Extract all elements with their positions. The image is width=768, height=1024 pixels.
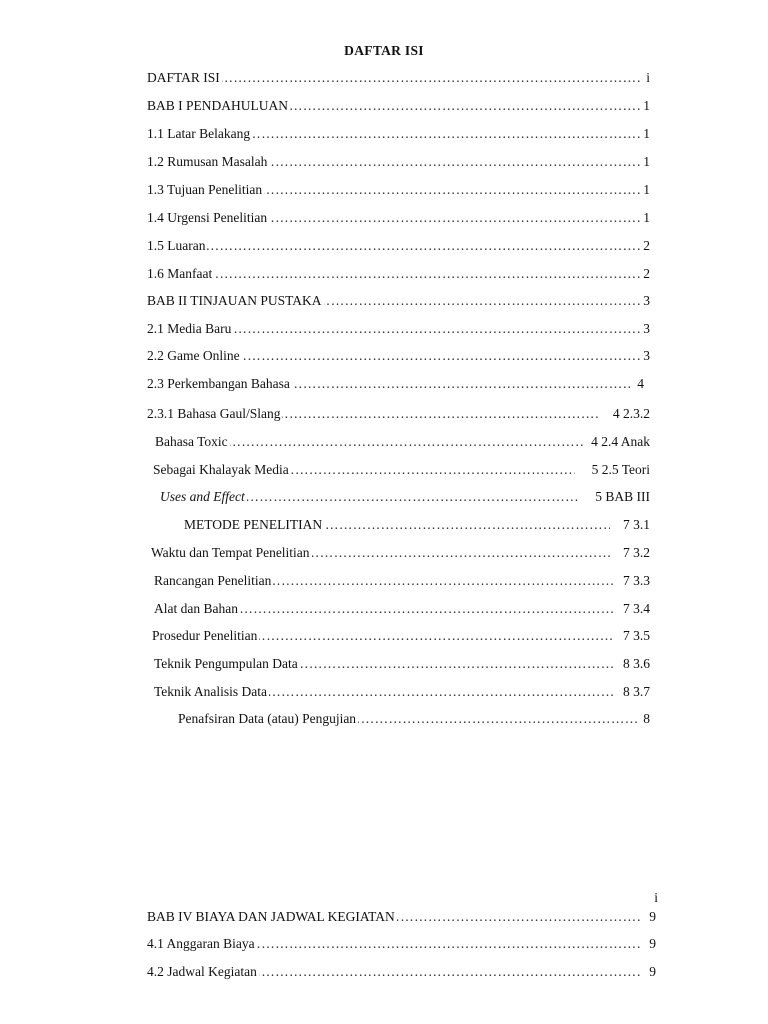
toc-entry-label: 2.3.1 Bahasa Gaul/Slang <box>147 406 281 421</box>
toc-entry <box>0 964 768 984</box>
toc-entry-label: Teknik Pengumpulan Data <box>154 656 298 671</box>
toc-entry-label: Penafsiran Data (atau) Pengujian <box>178 711 357 726</box>
toc-entry-page: 3 <box>640 348 650 364</box>
leader-dots <box>150 238 640 254</box>
toc-entry <box>0 573 768 593</box>
toc-entry <box>0 936 768 956</box>
toc-entry-page: 8 3.6 <box>620 656 650 672</box>
toc-entry <box>0 182 768 202</box>
toc-entry <box>0 238 768 258</box>
toc-entry-page: 7 3.1 <box>620 517 650 533</box>
toc-entry-label: DAFTAR ISI <box>147 70 220 85</box>
toc-entry-label: 1.1 Latar Belakang <box>147 126 251 141</box>
toc-entry-page: 4 2.4 Anak <box>588 434 650 450</box>
toc-entry-label: 1.2 Rumusan Masalah <box>147 154 268 169</box>
toc-entry <box>0 545 768 565</box>
toc-entry-label: 1.4 Urgensi Penelitian <box>147 210 268 225</box>
toc-entry-page: 3 <box>640 293 650 309</box>
toc-entry-page: 1 <box>640 98 650 114</box>
toc-entry-page: 7 3.2 <box>620 545 650 561</box>
toc-entry-label: Teknik Analisis Data <box>154 684 268 699</box>
toc-entry <box>0 348 768 368</box>
toc-entry <box>0 711 768 731</box>
toc-entry-page: 4 <box>634 376 644 392</box>
toc-entry-page: 1 <box>640 182 650 198</box>
toc-entry-label: Sebagai Khalayak Media <box>153 462 289 477</box>
toc-entry <box>0 462 768 482</box>
toc-entry <box>0 70 768 90</box>
toc-entry-label: BAB IV BIAYA DAN JADWAL KEGIATAN <box>147 909 395 924</box>
leader-dots <box>150 266 640 282</box>
toc-entry <box>0 909 768 929</box>
toc-entry-page: 3 <box>640 321 650 337</box>
toc-entry-label: Waktu dan Tempat Penelitian <box>151 545 310 560</box>
toc-entry-page: 8 <box>640 711 650 727</box>
toc-entry-page: 1 <box>640 210 650 226</box>
toc-entry-page: 8 3.7 <box>620 684 650 700</box>
document-title: DAFTAR ISI <box>344 43 424 58</box>
toc-entry-page: 1 <box>640 154 650 170</box>
toc-entry-page: i <box>643 70 650 86</box>
toc-entry <box>0 517 768 537</box>
toc-entry <box>0 210 768 230</box>
toc-entry-label: 1.5 Luaran <box>147 238 206 253</box>
toc-entry <box>0 656 768 676</box>
toc-entry-label: 1.6 Manfaat <box>147 266 213 281</box>
toc-entry <box>0 601 768 621</box>
toc-entry-page: 5 2.5 Teori <box>589 462 650 478</box>
toc-entry-label: Prosedur Penelitian <box>152 628 258 643</box>
toc-entry-label: BAB I PENDAHULUAN <box>147 98 288 113</box>
toc-entry-page: 9 <box>646 909 656 925</box>
toc-entry <box>0 489 768 509</box>
toc-entry-label: 2.2 Game Online <box>147 348 240 363</box>
toc-entry-page: 7 3.5 <box>620 628 650 644</box>
toc-entry-label: 4.1 Anggaran Biaya <box>147 936 255 951</box>
toc-entry-page: 9 <box>646 964 656 980</box>
toc-entry <box>0 321 768 341</box>
toc-entry <box>0 684 768 704</box>
toc-entry <box>0 154 768 174</box>
toc-entry-label: METODE PENELITIAN <box>184 517 323 532</box>
toc-entry-label: Uses and Effect <box>160 489 245 504</box>
toc-entry-page: 4 2.3.2 <box>610 406 650 422</box>
toc-entry-label: BAB II TINJAUAN PUSTAKA <box>147 293 322 308</box>
toc-entry <box>0 293 768 313</box>
toc-entry-page: 9 <box>646 936 656 952</box>
toc-entry-page: 2 <box>640 266 650 282</box>
toc-entry <box>0 406 768 426</box>
toc-entry <box>0 126 768 146</box>
toc-entry <box>0 266 768 286</box>
toc-entry <box>0 98 768 118</box>
toc-entry-page: 7 3.3 <box>620 573 650 589</box>
toc-entry-page: 1 <box>640 126 650 142</box>
toc-entry-label: 4.2 Jadwal Kegiatan <box>147 964 257 979</box>
toc-entry-label: 2.1 Media Baru <box>147 321 232 336</box>
toc-entry-label: Alat dan Bahan <box>154 601 238 616</box>
page-number: i <box>654 890 658 905</box>
toc-entry-page: 5 BAB III <box>592 489 650 505</box>
toc-entry-page: 2 <box>640 238 650 254</box>
toc-entry-label: Rancangan Penelitian <box>154 573 272 588</box>
toc-entry-label: 2.3 Perkembangan Bahasa <box>147 376 290 391</box>
toc-entry <box>0 376 768 396</box>
toc-entry-label: 1.3 Tujuan Penelitian <box>147 182 263 197</box>
toc-entry-page: 7 3.4 <box>620 601 650 617</box>
toc-entry-label: Bahasa Toxic <box>155 434 228 449</box>
leader-dots <box>150 70 640 86</box>
toc-entry <box>0 434 768 454</box>
toc-entry <box>0 628 768 648</box>
